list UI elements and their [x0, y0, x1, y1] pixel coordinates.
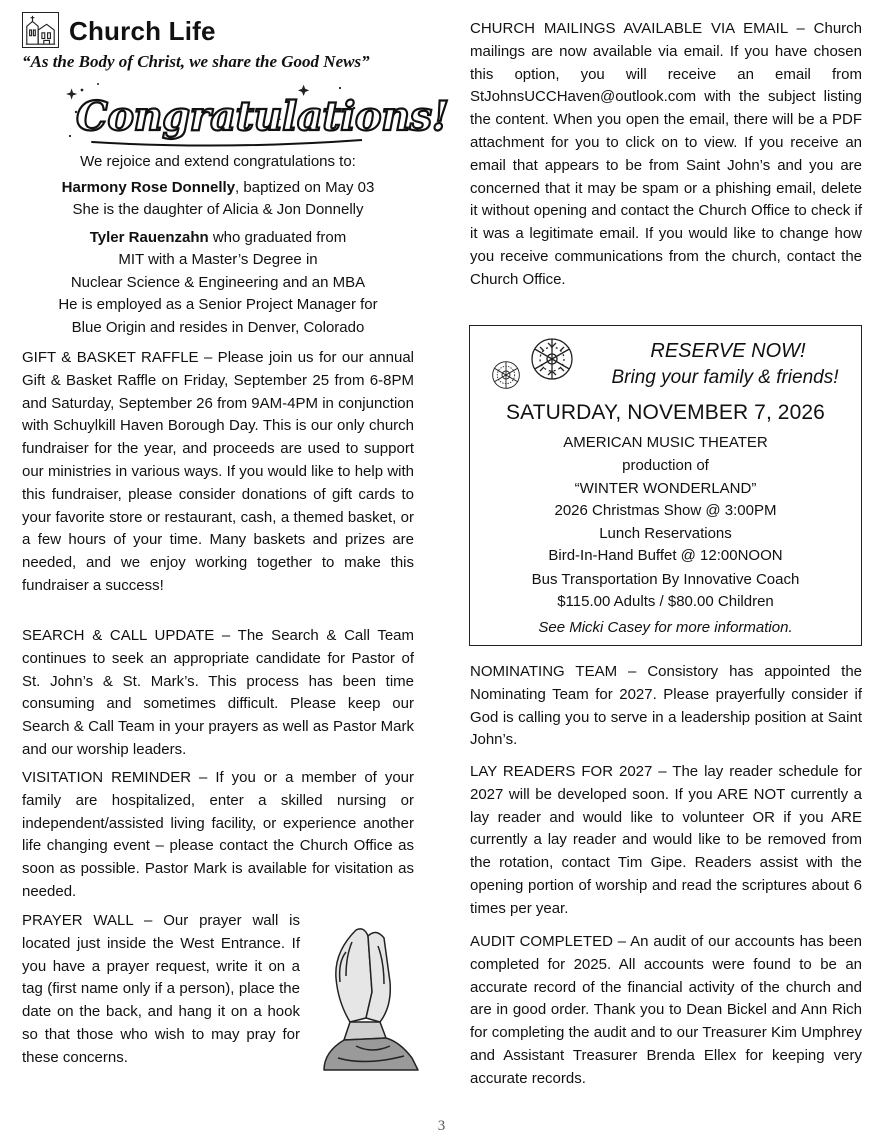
- event-date: SATURDAY, NOVEMBER 7, 2026: [506, 401, 825, 424]
- snowflake-icon: [528, 335, 576, 383]
- graduation-degree: MIT with a Master’s Degree in: [118, 251, 318, 268]
- banner-text: Congratulations!: [76, 93, 449, 140]
- article-visitation-reminder: VISITATION REMINDER – If you or a member of your family are hospitalized, enter a skilled nursing or independent/assisted living facility, or experience another life changing event – please contact the Church Office as soon as possible. Pastor Mark is available for visitation as needed.: [22, 769, 414, 900]
- graduation-line: [22, 227, 414, 250]
- congrats-intro: We rejoice and extend congratulations to:: [80, 153, 356, 170]
- reserve-subhead: Bring your family & friends!: [611, 367, 839, 388]
- congratulations-banner: [62, 80, 449, 150]
- lunch-heading: Lunch Reservations: [599, 525, 732, 542]
- baptism-line: [22, 177, 414, 200]
- section-title: Church Life: [69, 16, 216, 46]
- graduate-name: Tyler Rauenzahn: [89, 229, 209, 246]
- reserve-now-box: [469, 325, 862, 646]
- article-church-mailings: CHURCH MAILINGS AVAILABLE VIA EMAIL – Church mailings are now available via email. If you have chosen this option, you will receive an email from StJohnsUCCHaven@outlook.com with the subject listing the content. When you open the email, there will be a PDF attachment for you to click on to view. If you receive an email that appears to be from Saint John’s and you are concerned that it may be spam or a phishing email, delete it without opening and contact the Church Office to check if it was a legitimate email. If you would like to change how you receive communications from the church, contact the Church Office.: [470, 20, 862, 288]
- production-of: production of: [622, 457, 709, 474]
- article-audit-completed: AUDIT COMPLETED – An audit of our accounts has been completed for 2025. All accounts were found to be an accurate record of the financial activity of the church and are in good order. Thank you to Dean Bickel and Ann Rich for completing the audit and to our Treasurer Kim Umphrey and Assistant Treasurer Brenda Ellex for keeping very accurate records.: [470, 933, 862, 1087]
- ticket-prices: $115.00 Adults / $80.00 Children: [557, 593, 774, 610]
- graduation-employment: He is employed as a Senior Project Manager for: [58, 296, 378, 313]
- section-header: [22, 12, 414, 52]
- praying-hands-icon: [316, 922, 424, 1072]
- lunch-detail: Bird-In-Hand Buffet @ 12:00NOON: [548, 547, 783, 564]
- article-search-call-update: SEARCH & CALL UPDATE – The Search & Call Team continues to seek an appropriate candidate for Pastor of St. John’s & St. Mark’s. This process has been time consuming and sometimes difficult. Please keep our Search & Call Team in your prayers as well as Pastor Mark and our worship leaders.: [22, 627, 414, 758]
- page-number: 3: [437, 1118, 446, 1134]
- reserve-headline: RESERVE NOW!: [650, 340, 806, 362]
- contact-info: See Micki Casey for more information.: [538, 619, 793, 636]
- graduate-detail: who graduated from: [208, 229, 347, 246]
- graduation-residence: Blue Origin and resides in Denver, Colorado: [71, 319, 365, 336]
- article-lay-readers: LAY READERS FOR 2027 – The lay reader schedule for 2027 will be developed soon. If you ARE NOT currently a lay reader and would like to volunteer OR if you ARE currently a lay reader and would like to be removed from the rotation, contact Tim Gipe. Readers assist with the opening portion of worship and read the scriptures about 6 times per year.: [470, 763, 862, 917]
- church-building-icon: [22, 12, 59, 48]
- bus-transportation: Bus Transportation By Innovative Coach: [531, 571, 800, 588]
- article-gift-basket-raffle: GIFT & BASKET RAFFLE – Please join us for our annual Gift & Basket Raffle on Friday, September 25 from 6-8PM and Saturday, September 26 from 9AM-4PM in conjunction with Schuylkill Haven Borough Day. This is our only church fundraiser for the year, and proceeds are used to support our ministries in various ways. If you would like to help with this fundraiser, please consider donations of gift cards to your favorite store or restaurant, cash, a themed basket, or a few hours of your time. Many baskets and prizes are needed, and we enjoy working together to make this fundraiser a success!: [22, 349, 414, 594]
- snowflake-icon: [490, 359, 522, 391]
- baptism-detail: , baptized on May 03: [235, 179, 375, 196]
- venue-name: AMERICAN MUSIC THEATER: [563, 434, 768, 451]
- article-nominating-team: NOMINATING TEAM – Consistory has appointed the Nominating Team for 2027. Please prayerfully consider if God is calling you to serve in a leadership position at Saint John’s.: [470, 663, 862, 749]
- show-title: “WINTER WONDERLAND”: [574, 480, 757, 497]
- show-time: 2026 Christmas Show @ 3:00PM: [554, 502, 777, 519]
- baptism-parents: She is the daughter of Alicia & Jon Donnelly: [72, 201, 364, 218]
- baptism-name: Harmony Rose Donnelly: [61, 179, 236, 196]
- graduation-field: Nuclear Science & Engineering and an MBA: [70, 274, 366, 291]
- article-prayer-wall: PRAYER WALL – Our prayer wall is located just inside the West Entrance. If you have a prayer request, write it on a tag (first name only if a person), place the date on the back, and hang it on a hook so that those who wish to may pray for these concerns.: [22, 912, 300, 1066]
- tagline: “As the Body of Christ, we share the Good News”: [22, 52, 370, 71]
